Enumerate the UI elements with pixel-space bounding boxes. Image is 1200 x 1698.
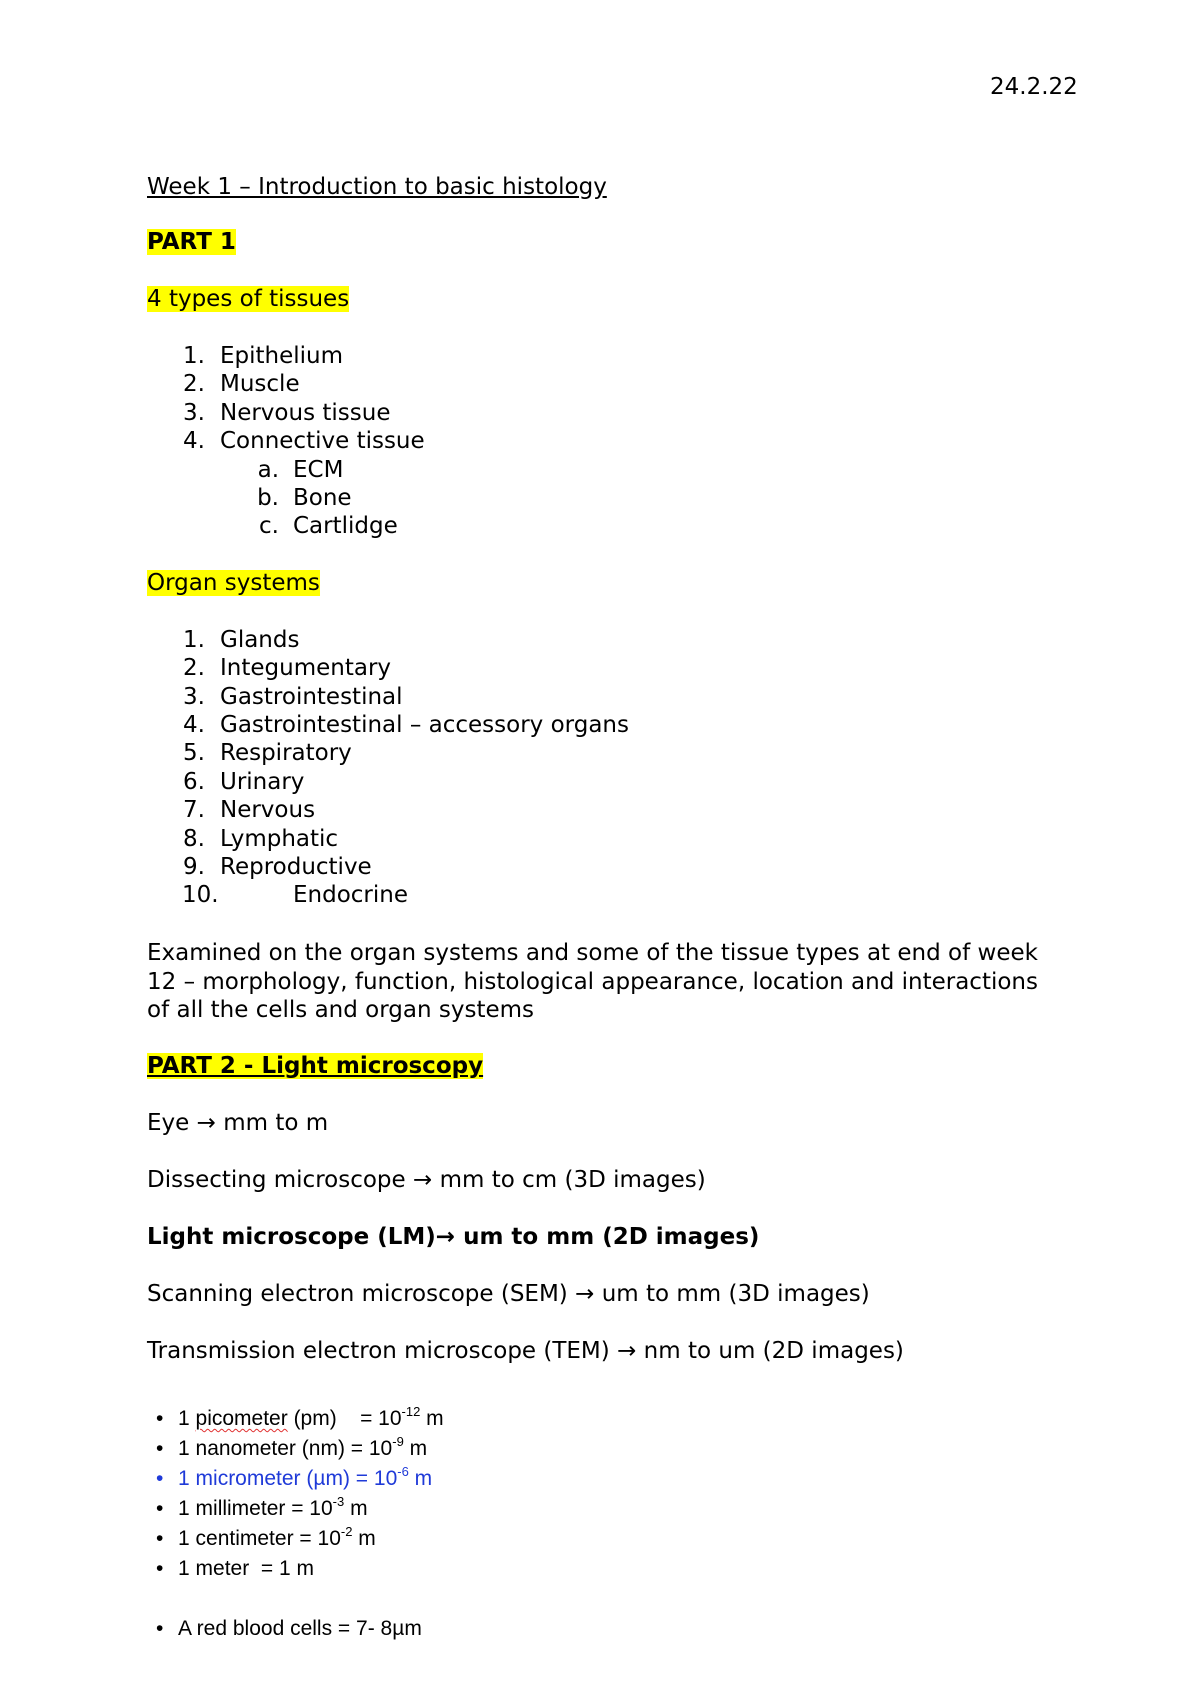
document-title: Week 1 – Introduction to basic histology: [147, 174, 607, 200]
list-number: 2.: [183, 655, 205, 681]
organ-item: Nervous: [220, 797, 316, 823]
image-type: (2D images): [762, 1338, 904, 1364]
instrument-name: Light microscope (LM): [147, 1224, 436, 1250]
tissues-heading: 4 types of tissues: [147, 286, 350, 312]
tissue-item: Muscle: [220, 371, 300, 397]
arrow-icon: →: [412, 1167, 433, 1193]
tissue-item: Epithelium: [220, 343, 344, 369]
microscopy-line-dissecting: [147, 1167, 706, 1193]
unit-item-picometer: • 1 picometer (pm) = $10^{-12}$ m: [156, 1404, 444, 1430]
instrument-name: Transmission electron microscope (TEM): [147, 1338, 610, 1364]
bullet-icon: •: [156, 1617, 164, 1640]
tissue-subitem: Cartlidge: [293, 513, 398, 539]
instrument-name: Scanning electron microscope (SEM): [147, 1281, 568, 1307]
tissue-subitem: ECM: [293, 457, 344, 483]
arrow-icon: →: [196, 1110, 216, 1136]
list-letter: c.: [259, 513, 279, 539]
list-number: 3.: [183, 400, 205, 426]
unit-item-meter: • 1 meter = 1 m: [156, 1557, 314, 1580]
organ-item: Reproductive: [220, 854, 372, 880]
arrow-icon: →: [617, 1338, 637, 1364]
tissue-item: Connective tissue: [220, 428, 425, 454]
unit-item-centimeter: • 1 centimeter = $10^{-2}$ m: [156, 1524, 376, 1550]
microscopy-line-tem: [147, 1338, 904, 1364]
image-type: (3D images): [564, 1167, 706, 1193]
unit-item-nanometer: • 1 nanometer $(nm) = 10^{-9}$ m: [156, 1434, 428, 1460]
image-type: (2D images): [602, 1224, 760, 1250]
microscopy-line-sem: [147, 1281, 870, 1307]
organ-item: Glands: [220, 627, 300, 653]
microscopy-line-eye: [147, 1110, 328, 1136]
organ-item: Urinary: [220, 769, 305, 795]
organ-item: Endocrine: [293, 882, 408, 908]
range: mm to cm: [439, 1167, 558, 1193]
range: um to mm: [463, 1224, 595, 1250]
range: nm to um: [643, 1338, 756, 1364]
tissue-subitem: Bone: [293, 485, 352, 511]
bullet-icon: •: [156, 1467, 164, 1490]
exam-note: Examined on the organ systems and some of the tissue types at end of week 12 – morphology, function, histological appearance, location and interactions of all the cells and organ systems: [147, 940, 1038, 1023]
list-number: 1.: [183, 343, 205, 369]
organ-item: Integumentary: [220, 655, 392, 681]
part2-heading: PART 2 - Light microscopy: [147, 1053, 484, 1079]
organs-heading: Organ systems: [147, 570, 320, 596]
date: 24.2.22: [990, 74, 1078, 100]
list-number: 4.: [183, 712, 205, 738]
bullet-icon: •: [156, 1407, 164, 1430]
organ-item: Gastrointestinal: [220, 684, 403, 710]
unit-item-millimeter: • 1 millimeter = $10^{-3}$ m: [156, 1494, 368, 1520]
list-number: 5.: [183, 740, 205, 766]
list-number: 7.: [183, 797, 205, 823]
arrow-icon: →: [575, 1281, 595, 1307]
list-number: 10.: [182, 882, 219, 908]
bullet-icon: •: [156, 1437, 164, 1460]
bullet-icon: •: [156, 1557, 164, 1580]
organ-item: Lymphatic: [220, 826, 339, 852]
instrument-name: Eye: [147, 1110, 190, 1136]
list-number: 3.: [183, 684, 205, 710]
list-number: 6.: [183, 769, 205, 795]
list-number: 9.: [183, 854, 205, 880]
tissue-item: Nervous tissue: [220, 400, 391, 426]
list-letter: a.: [257, 457, 279, 483]
range: mm to m: [223, 1110, 329, 1136]
rbc-note: • A red blood cells = 7- 8µm: [156, 1617, 422, 1640]
bullet-icon: •: [156, 1497, 164, 1520]
list-number: 8.: [183, 826, 205, 852]
image-type: (3D images): [728, 1281, 870, 1307]
list-number: 1.: [183, 627, 205, 653]
bullet-icon: •: [156, 1527, 164, 1550]
organ-item: Gastrointestinal – accessory organs: [220, 712, 629, 738]
organ-item: Respiratory: [220, 740, 352, 766]
arrow-icon: →: [435, 1224, 456, 1250]
list-number: 2.: [183, 371, 205, 397]
list-letter: b.: [257, 485, 279, 511]
instrument-name: Dissecting microscope: [147, 1167, 406, 1193]
range: um to mm: [601, 1281, 722, 1307]
unit-item-micrometer: • 1 micrometer $(\mu m) = 10^{-6}$ m: [156, 1464, 433, 1490]
microscopy-line-light: [147, 1224, 759, 1250]
part1-heading: PART 1: [147, 229, 236, 255]
list-number: 4.: [183, 428, 205, 454]
